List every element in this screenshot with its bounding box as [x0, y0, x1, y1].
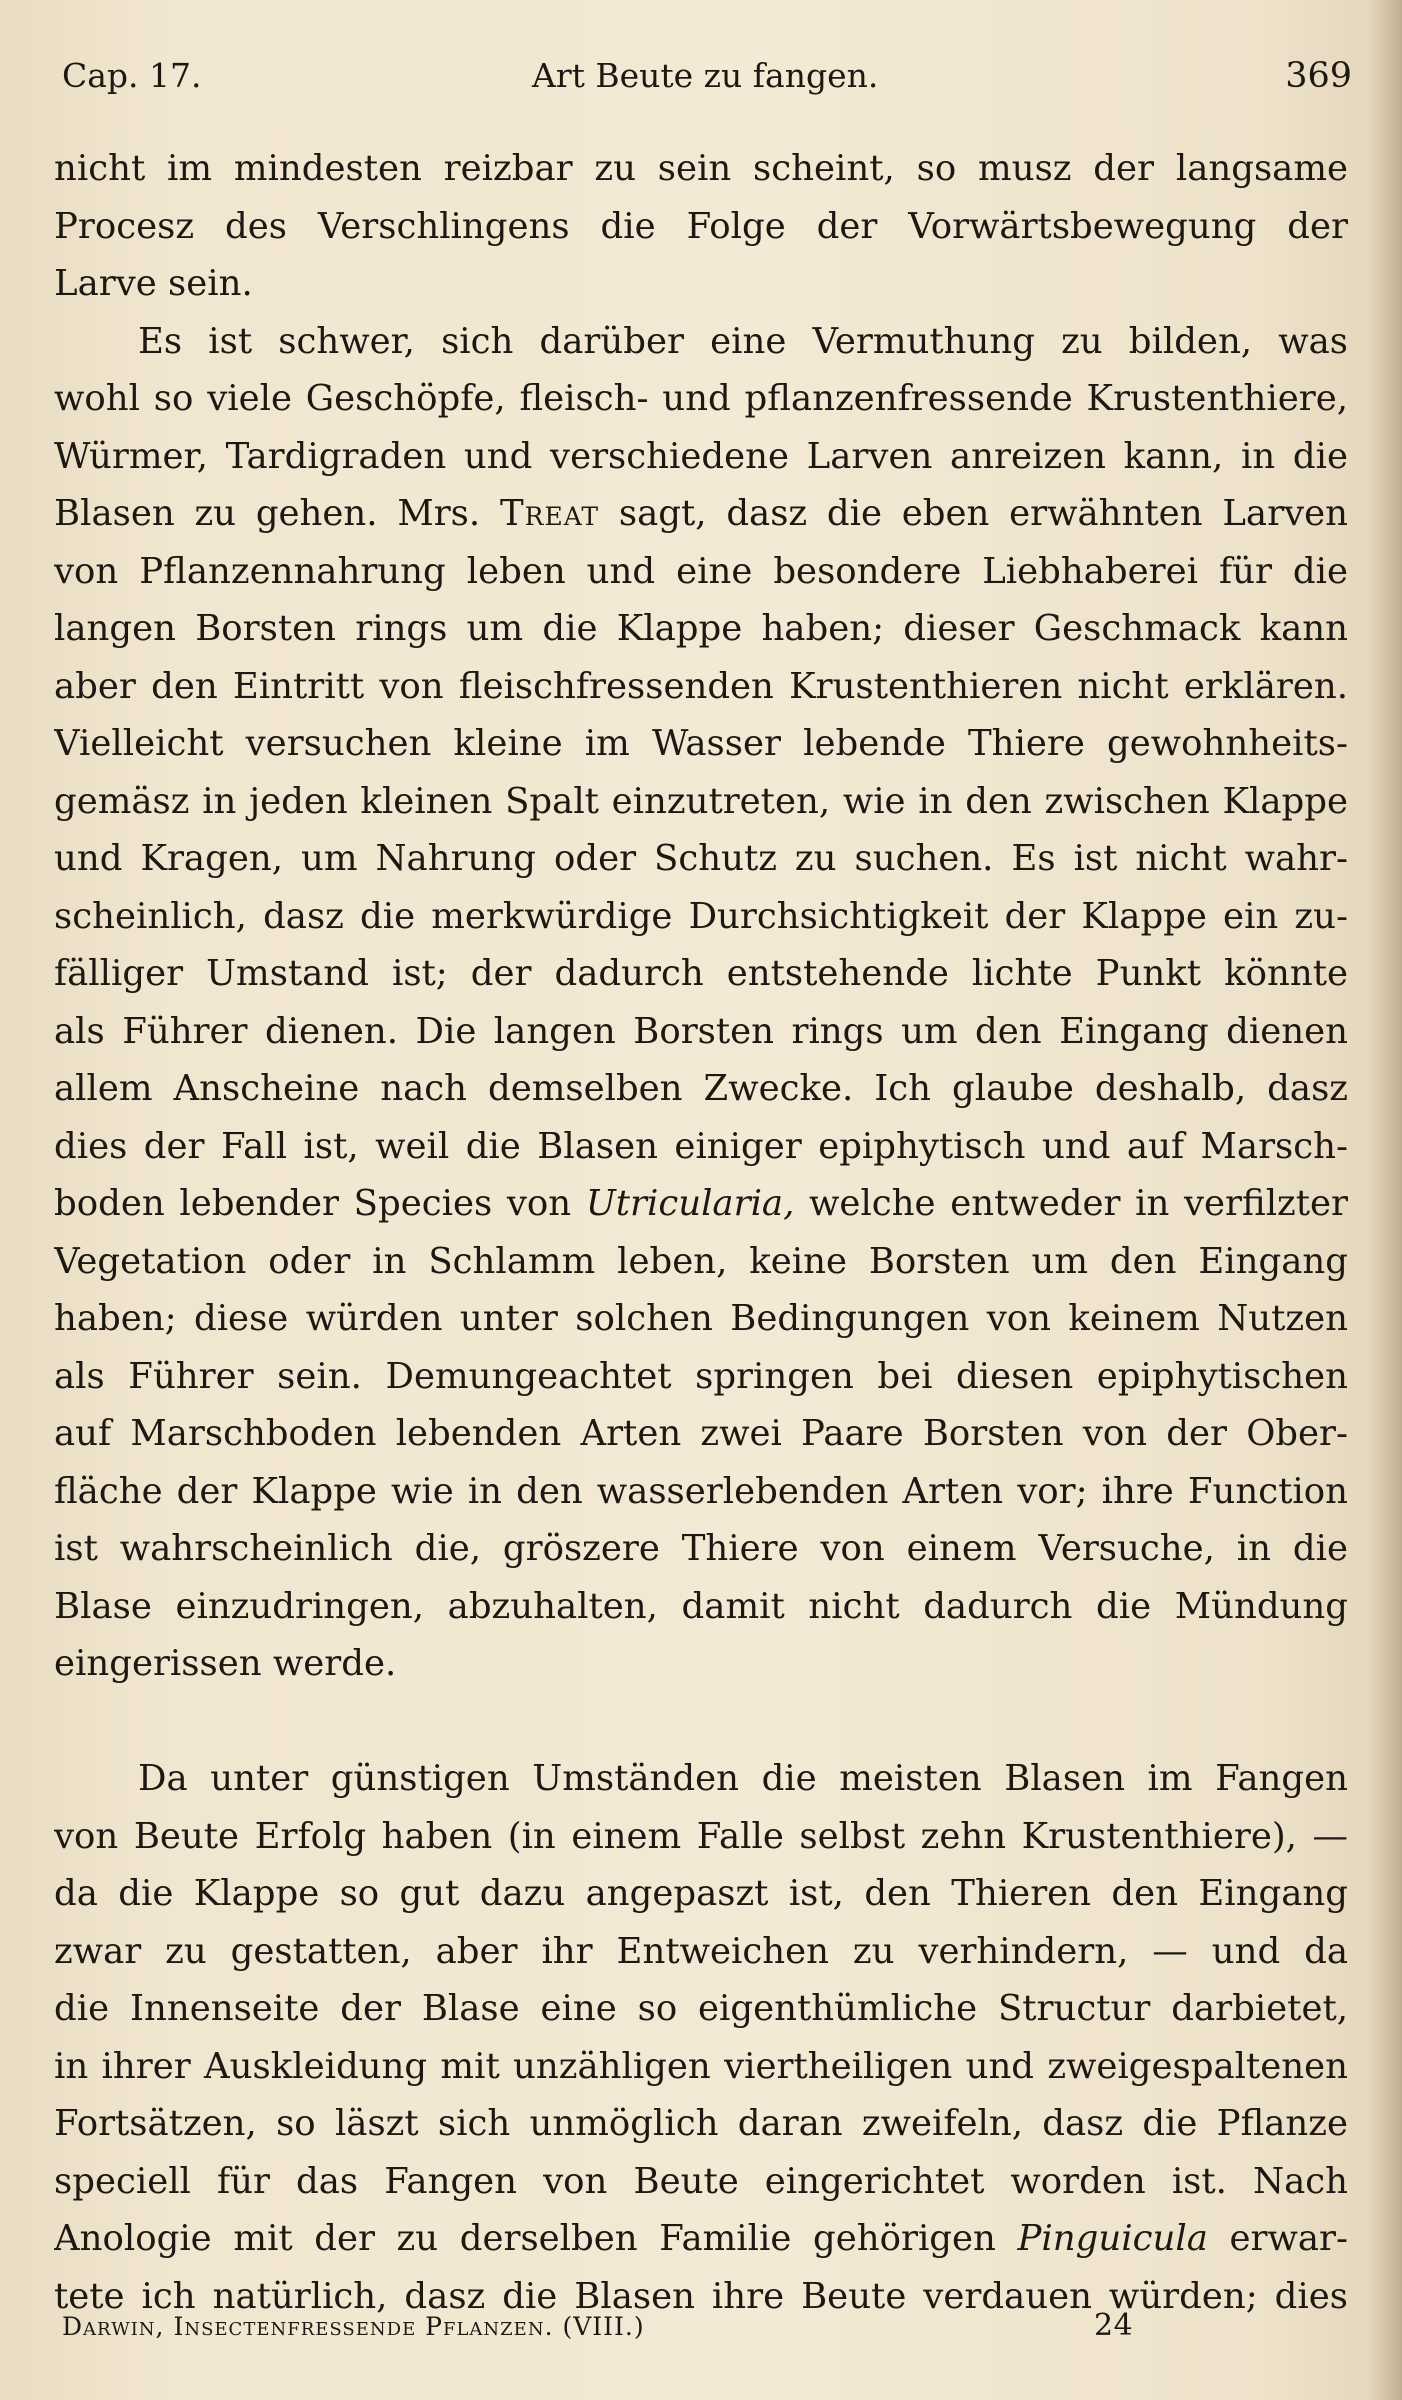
- text-line: Würmer, Tardigraden und verschiedene Larven anreizen kann, in die: [54, 435, 1348, 477]
- text-line: zwar zu gestatten, aber ihr Entweichen zu verhindern, — und da: [54, 1930, 1348, 1972]
- genus-pinguicula: Pinguicula: [1017, 2218, 1208, 2259]
- text-line: Fortsätzen, so läszt sich unmöglich daran zweifeln, dasz die Pflanze: [54, 2103, 1348, 2144]
- paragraph-2: [54, 1750, 1348, 2325]
- chapter-label: Cap. 17.: [62, 56, 202, 95]
- text-line: [54, 485, 1348, 543]
- text-line: haben; diese würden unter solchen Bedingungen von keinem Nutzen: [54, 1298, 1348, 1339]
- text-line: aber den Eintritt von fleischfressenden Krustenthieren nicht erklären.: [54, 665, 1348, 707]
- text-line: Vielleicht versuchen kleine im Wasser lebende Thiere gewohnheits-: [54, 723, 1348, 764]
- text-line: eingerissen werde.: [54, 1643, 397, 1684]
- text-line: da die Klappe so gut dazu angepaszt ist, den Thieren den Eingang: [54, 1873, 1348, 1914]
- text-segment: sagt, dasz die eben erwähnten Larven: [618, 493, 1348, 534]
- text-line: als Führer sein. Demungeachtet springen bei diesen epiphytischen: [54, 1355, 1348, 1397]
- running-title: Art Beute zu fangen.: [532, 56, 879, 95]
- text-line: speciell für das Fangen von Beute eingerichtet worden ist. Nach: [54, 2160, 1348, 2202]
- page-number: 369: [1285, 56, 1352, 96]
- text-line: Blase einzudringen, abzuhalten, damit nicht dadurch die Mündung: [54, 1585, 1348, 1627]
- author-name-treat: Treat: [499, 493, 600, 534]
- text-line: langen Borsten rings um die Klappe haben; dieser Geschmack kann: [54, 608, 1348, 649]
- text-line: Vegetation oder in Schlamm leben, keine Borsten um den Eingang: [54, 1240, 1348, 1282]
- text-line: [54, 1175, 1348, 1233]
- text-line: in ihrer Auskleidung mit unzähligen viertheiligen und zweigespaltenen: [54, 2045, 1348, 2087]
- text-line: [54, 2210, 1348, 2268]
- text-line: Da unter günstigen Umständen die meisten Blasen im Fangen: [138, 1758, 1348, 1799]
- text-line: dies der Fall ist, weil die Blasen einiger epiphytisch und auf Marsch-: [54, 1125, 1348, 1167]
- printer-signature: Darwin, Insectenfressende Pflanzen. (VIII.): [62, 2312, 645, 2341]
- text-line: auf Marschboden lebenden Arten zwei Paare Borsten von der Ober-: [54, 1413, 1348, 1454]
- text-line: gemäsz in jeden kleinen Spalt einzutreten, wie in den zwischen Klappe: [54, 780, 1348, 822]
- text-line: allem Anscheine nach demselben Zwecke. Ich glaube deshalb, dasz: [54, 1068, 1348, 1109]
- sheet-number: 24: [1094, 2308, 1134, 2343]
- text-line: nicht im mindesten reizbar zu sein scheint, so musz der langsame: [54, 148, 1348, 189]
- running-header: [62, 56, 1352, 106]
- text-line: scheinlich, dasz die merkwürdige Durchsichtigkeit der Klappe ein zu-: [54, 895, 1348, 937]
- text-line: von Pflanzennahrung leben und eine besondere Liebhaberei für die: [54, 550, 1348, 592]
- text-line: Procesz des Verschlingens die Folge der Vorwärtsbewegung der: [54, 205, 1348, 247]
- text-line: Larve sein.: [54, 263, 253, 304]
- text-line: und Kragen, um Nahrung oder Schutz zu suchen. Es ist nicht wahr-: [54, 838, 1348, 879]
- text-line: ist wahrscheinlich die, gröszere Thiere von einem Versuche, in die: [54, 1528, 1348, 1569]
- genus-utricularia: Utricularia,: [585, 1183, 795, 1224]
- signature-footer: [62, 2308, 1362, 2352]
- paragraph-1: [54, 140, 1348, 1693]
- text-line: fläche der Klappe wie in den wasserlebenden Arten vor; ihre Function: [54, 1470, 1348, 1512]
- page-spine-shadow: [1368, 0, 1402, 2400]
- text-segment: welche entweder in verfilzter: [809, 1183, 1348, 1224]
- text-segment: Anologie mit der zu derselben Familie gehörigen: [54, 2218, 996, 2259]
- text-segment: boden lebender Species von: [54, 1183, 572, 1224]
- text-line: von Beute Erfolg haben (in einem Falle selbst zehn Krustenthiere), —: [54, 1815, 1348, 1857]
- text-segment: erwar-: [1229, 2218, 1348, 2259]
- text-line: wohl so viele Geschöpfe, fleisch- und pflanzenfressende Krustenthiere,: [54, 378, 1348, 419]
- text-line: fälliger Umstand ist; der dadurch entstehende lichte Punkt könnte: [54, 953, 1348, 994]
- text-line: die Innenseite der Blase eine so eigenthümliche Structur darbietet,: [54, 1988, 1348, 2029]
- text-segment: Blasen zu gehen. Mrs.: [54, 493, 481, 534]
- text-line: als Führer dienen. Die langen Borsten rings um den Eingang dienen: [54, 1010, 1348, 1052]
- text-line: tete ich natürlich, dasz die Blasen ihre Beute verdauen würden; dies: [54, 2275, 1348, 2317]
- text-line: Es ist schwer, sich darüber eine Vermuthung zu bilden, was: [138, 320, 1348, 362]
